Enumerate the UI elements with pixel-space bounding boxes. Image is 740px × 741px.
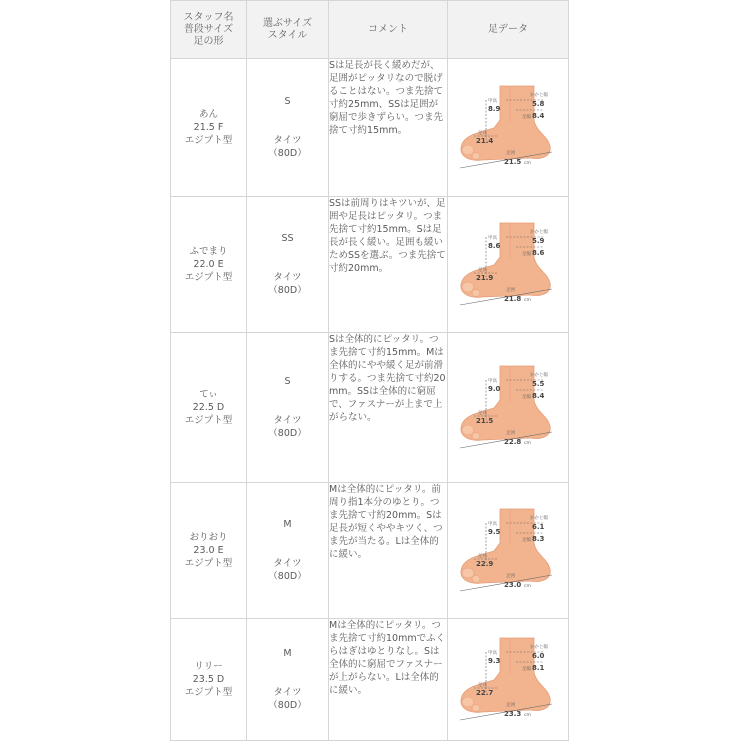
length-label: 足長 xyxy=(478,410,487,416)
usual-size: 23.5 D xyxy=(192,674,225,685)
style-denier: （80D） xyxy=(268,700,307,711)
style-denier: （80D） xyxy=(268,285,307,296)
header-staff: スタッフ名 普段サイズ 足の形 xyxy=(171,1,247,59)
instep-value: 9.3 xyxy=(488,656,501,665)
comment-cell xyxy=(329,619,448,741)
chosen-size: M xyxy=(283,648,292,659)
girth-label: 足囲 xyxy=(506,150,515,156)
style-denier: （80D） xyxy=(268,571,307,582)
foot-shape: エジプト型 xyxy=(184,558,233,569)
foot-shape: エジプト型 xyxy=(184,272,233,283)
table-row xyxy=(171,619,569,741)
length-value: 21.4 xyxy=(476,136,494,145)
width-label: 足幅 xyxy=(522,537,531,543)
header-size: 選ぶサイズ スタイル xyxy=(247,1,329,59)
girth-value: 22.8 xyxy=(504,437,522,446)
girth-value: 21.5 xyxy=(504,157,522,166)
foot-diagram xyxy=(452,632,564,728)
width-label: 足幅 xyxy=(522,394,531,400)
size-guide-table xyxy=(170,0,569,741)
comment-text: Mは全体的にピッタリ。前周り指1本分のゆとり。つま先捨て寸約20mm。Sは足長が短くややキツく、つま先が当たる。Lは全体的に緩い。 xyxy=(329,484,443,560)
comment-cell xyxy=(329,197,448,333)
comment-text: Mは全体的にピッタリ。つま先捨て寸約10mmでふくらはぎはゆとりなし。Sは全体的に窮屈でファスナーが上がらない。Lは全体的に緩い。 xyxy=(329,620,446,696)
instep-value: 8.9 xyxy=(488,104,501,113)
usual-size: 22.0 E xyxy=(193,259,224,270)
staff-cell xyxy=(171,619,247,741)
comment-cell xyxy=(329,59,448,197)
length-label: 足長 xyxy=(478,682,487,688)
ankle-value: 6.0 xyxy=(532,651,545,660)
width-value: 8.4 xyxy=(532,391,545,400)
ankle-value: 6.1 xyxy=(532,522,545,531)
size-cell xyxy=(247,619,329,741)
size-cell xyxy=(247,197,329,333)
ankle-label: かかと幅 xyxy=(530,229,548,235)
chosen-size: S xyxy=(284,376,291,387)
instep-value: 8.6 xyxy=(488,241,501,250)
foot-diagram xyxy=(452,503,564,599)
table-row xyxy=(171,197,569,333)
header-row xyxy=(171,1,569,59)
ankle-value: 5.9 xyxy=(532,236,545,245)
instep-label: 甲高 xyxy=(488,98,497,104)
chosen-size: M xyxy=(283,519,292,530)
size-cell xyxy=(247,59,329,197)
usual-size: 23.0 E xyxy=(193,545,224,556)
width-value: 8.1 xyxy=(532,663,545,672)
comment-text: Sは足長が長く緩めだが、足囲がピッタリなので脱げることはない。つま先捨て寸約25mm、SSは足囲が窮屈で歩きずらい。つま先捨て寸約15mm。 xyxy=(329,60,444,136)
girth-value: 21.8 xyxy=(504,294,522,303)
instep-label: 甲高 xyxy=(488,521,497,527)
comment-text: SSは前周りはキツいが、足囲や足長はピッタリ。つま先捨て寸約15mm。Sは足長が長く緩い。足囲も緩いためSSを選ぶ。つま先捨て寸約20mm。 xyxy=(329,198,446,274)
instep-value: 9.0 xyxy=(488,384,501,393)
staff-name: リリー xyxy=(194,661,223,672)
ankle-value: 5.5 xyxy=(532,379,545,388)
style-name: タイツ xyxy=(273,415,302,426)
comment-cell xyxy=(329,483,448,619)
instep-value: 9.5 xyxy=(488,527,501,536)
staff-name: ふでまり xyxy=(189,246,228,257)
foot-data-cell xyxy=(448,483,569,619)
style-name: タイツ xyxy=(273,558,302,569)
comment-text: Sは全体的にピッタリ。つま先捨て寸約15mm。Mは全体的にやや緩く足が前滑りする。つま先捨て寸約20mm。SSは全体的に窮屈で、ファスナーが上まで上がらない。 xyxy=(329,334,446,423)
foot-data-cell xyxy=(448,619,569,741)
foot-shape: エジプト型 xyxy=(184,135,233,146)
length-value: 22.9 xyxy=(476,559,494,568)
ankle-label: かかと幅 xyxy=(530,92,548,98)
style-denier: （80D） xyxy=(268,428,307,439)
instep-label: 甲高 xyxy=(488,378,497,384)
width-label: 足幅 xyxy=(522,114,531,120)
instep-label: 甲高 xyxy=(488,650,497,656)
size-cell xyxy=(247,483,329,619)
staff-name: あん xyxy=(198,109,218,120)
foot-diagram xyxy=(452,217,564,313)
length-label: 足長 xyxy=(478,267,487,273)
unit-label: cm xyxy=(524,583,531,589)
width-label: 足幅 xyxy=(522,666,531,672)
ankle-value: 5.8 xyxy=(532,99,545,108)
foot-shape: エジプト型 xyxy=(184,415,233,426)
style-name: タイツ xyxy=(273,135,302,146)
ankle-label: かかと幅 xyxy=(530,372,548,378)
girth-value: 23.3 xyxy=(504,709,522,718)
unit-label: cm xyxy=(524,160,531,166)
unit-label: cm xyxy=(524,440,531,446)
style-denier: （80D） xyxy=(268,148,307,159)
length-label: 足長 xyxy=(478,553,487,559)
width-value: 8.4 xyxy=(532,111,545,120)
length-label: 足長 xyxy=(478,130,487,136)
girth-label: 足囲 xyxy=(506,702,515,708)
staff-cell xyxy=(171,197,247,333)
width-value: 8.3 xyxy=(532,534,545,543)
girth-label: 足囲 xyxy=(506,430,515,436)
header-footdata: 足データ xyxy=(448,1,569,59)
unit-label: cm xyxy=(524,712,531,718)
header-comment: コメント xyxy=(329,1,448,59)
foot-shape: エジプト型 xyxy=(184,687,233,698)
table-row xyxy=(171,333,569,483)
foot-diagram xyxy=(452,80,564,176)
girth-label: 足囲 xyxy=(506,287,515,293)
ankle-label: かかと幅 xyxy=(530,644,548,650)
chosen-size: SS xyxy=(281,233,294,244)
girth-label: 足囲 xyxy=(506,573,515,579)
girth-value: 23.0 xyxy=(504,580,522,589)
staff-cell xyxy=(171,59,247,197)
table-row xyxy=(171,483,569,619)
length-value: 22.7 xyxy=(476,688,494,697)
foot-data-cell xyxy=(448,333,569,483)
staff-cell xyxy=(171,483,247,619)
chosen-size: S xyxy=(284,96,291,107)
table-row xyxy=(171,59,569,197)
usual-size: 21.5 F xyxy=(193,122,224,133)
ankle-label: かかと幅 xyxy=(530,515,548,521)
staff-name: おりおり xyxy=(189,532,228,543)
length-value: 21.5 xyxy=(476,416,494,425)
foot-data-cell xyxy=(448,59,569,197)
style-name: タイツ xyxy=(273,272,302,283)
style-name: タイツ xyxy=(273,687,302,698)
instep-label: 甲高 xyxy=(488,235,497,241)
width-value: 8.6 xyxy=(532,248,545,257)
foot-data-cell xyxy=(448,197,569,333)
width-label: 足幅 xyxy=(522,251,531,257)
usual-size: 22.5 D xyxy=(192,402,225,413)
size-cell xyxy=(247,333,329,483)
comment-cell xyxy=(329,333,448,483)
staff-cell xyxy=(171,333,247,483)
staff-name: てぃ xyxy=(199,389,218,400)
unit-label: cm xyxy=(524,297,531,303)
length-value: 21.9 xyxy=(476,273,494,282)
foot-diagram xyxy=(452,360,564,456)
